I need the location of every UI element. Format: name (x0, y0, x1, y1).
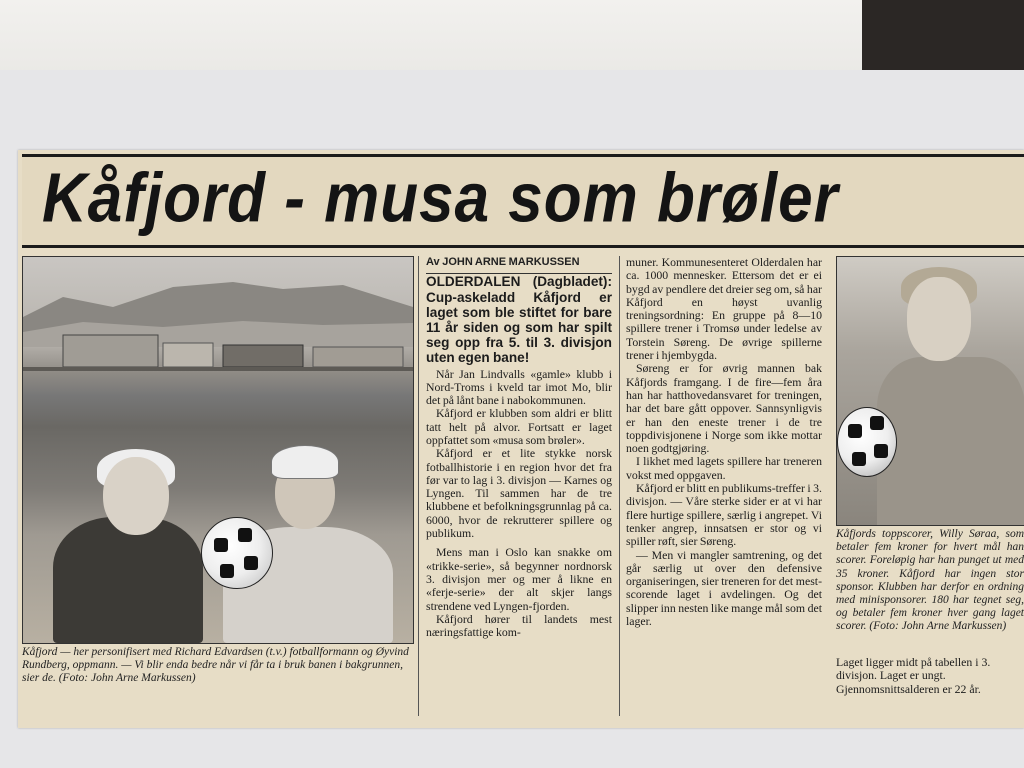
headline-banner (22, 154, 1024, 248)
person-right-cap (271, 445, 339, 479)
paragraph: Mens man i Oslo kan snakke om «trikke-serie», så begynner nordnorsk 3. divisjon mer og mer å likne en «ferje-serie» der alt skjer langs strendene ved Lyngen-fjorden. (426, 545, 612, 613)
caption-left-photo: Kåfjord — her personifisert med Richard Edvardsen (t.v.) fotballformann og Øyvind Rundberg, oppmann. — Vi blir enda bedre når vi får ta i bruk banen i bakgrunnen, sier de. (Foto: John Arne Markussen) (22, 646, 409, 684)
paragraph: Søreng er for øvrig mannen bak Kåfjords framgang. I de fire—fem åra han har hatthovedansvaret for treningen, har det bare gått oppover. Sannsynligvis er han den eneste trener i de tre toppdivisjonene i Norge som ikke mottar noen godtgjøring. (626, 361, 822, 456)
paragraph: Kåfjord er klubben som aldri er blitt tatt helt på alvor. Fortsatt er laget oppfattet som «musa som brøler». (426, 406, 612, 447)
football-icon (201, 517, 273, 589)
article-column-2 (626, 256, 822, 628)
paragraph: — Men vi mangler samtrening, og det går særlig ut over den defensive organiseringen, sier treneren for det mest-scorende laget i avdelingen. Og det slipper inn nesten like mange mål som det lager. (626, 547, 822, 629)
paragraph: Kåfjord hører til landets mest næringsfattige kom- (426, 611, 612, 640)
person-left-body (53, 517, 203, 643)
byline: Av JOHN ARNE MARKUSSEN (426, 256, 612, 274)
column-rule (619, 256, 620, 716)
photo-top-scorer (836, 256, 1024, 526)
person-left-face (103, 457, 169, 535)
football-icon (837, 407, 897, 477)
article-column-1 (426, 256, 612, 639)
player-body (877, 357, 1024, 525)
photo-club-officials (22, 256, 414, 644)
player-face (907, 277, 971, 361)
article-tail: Laget ligger midt på tabellen i 3. divisjon. Laget er ungt. Gjennomsnittsalderen er 22 år. (836, 655, 991, 696)
column-rule (418, 256, 419, 716)
newspaper-clipping (18, 150, 1024, 728)
paragraph: muner. Kommunesenteret Olderdalen har ca. 1000 mennesker. Ettersom det er ei bygd av pendlere det dreier seg om, så har Kåfjord en høyst uvanlig treningsordning: En gruppe på 8—10 spillere trener i Tromsø under ledelse av Torstein Søreng. De øvrige spillerne trener i hjembygda. (626, 255, 822, 363)
paragraph: I likhet med lagets spillere har treneren vokst med oppgaven. (626, 454, 822, 482)
background-table (862, 0, 1024, 72)
paragraph: Kåfjord er blitt en publikums-treffer i 3. divisjon. — Våre sterke sider er at vi har flere hurtige spillere, særlig i angrepet. Vi tenker angrep, innsatsen er stor og vi spiller røft, sier Søreng. (626, 481, 822, 549)
headline: Kåfjord - musa som brøler (42, 160, 839, 238)
article-lede: OLDERDALEN (Dagbladet): Cup-askeladd Kåfjord er laget som ble stiftet for bare 11 år siden og som har spilt seg opp fra 5. til 3. divisjon uten egen bane! (426, 274, 612, 366)
paragraph: Kåfjord er et lite stykke norsk fotballhistorie i en region hvor det fra før var to lag i 3. divisjon — Karnes og Lyngen. Til sammen har de tre klubbene et befolkningsgrunnlag på ca. 6000, hvor de rekrutterer spillere og publikum. (426, 446, 612, 541)
paragraph: Når Jan Lindvalls «gamle» klubb i Nord-Troms i kveld tar imot Mo, blir det på lånt bane i nabokommunen. (426, 366, 612, 408)
village-buildings (23, 317, 413, 377)
caption-right-photo: Kåfjords toppscorer, Willy Søraa, som betaler fem kroner for hvert mål han scorer. Foreløpig har han punget ut med 35 kroner. Kåfjord har ingen stor sponsor. Klubben har derfor en ordning med minisponsorer. 180 har tegnet seg, og betaler fem kroner hver gang laget scorer. (Foto: John Arne Markussen) (836, 528, 1024, 633)
